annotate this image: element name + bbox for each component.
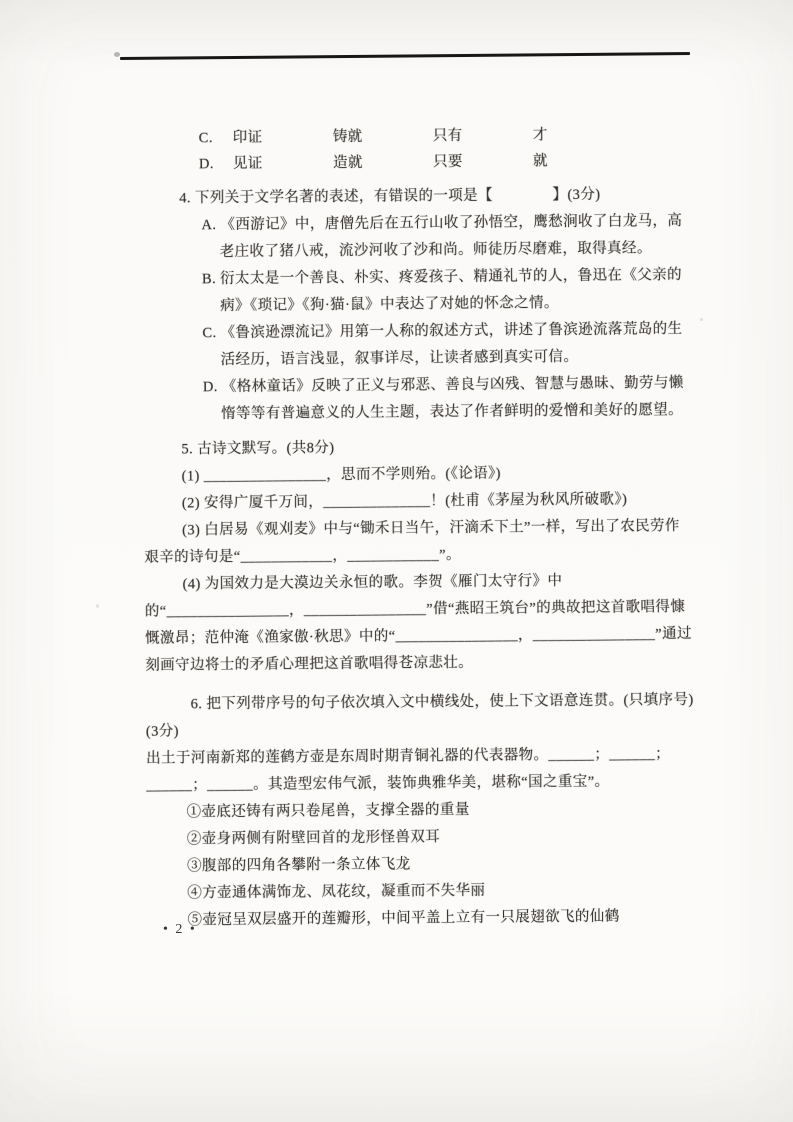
option-label: A. bbox=[201, 217, 217, 234]
choice-word: 才 bbox=[532, 127, 548, 144]
question5-item-3: (3) 白居易《观刈麦》中与“锄禾日当午，汗滴禾下土”一样，写出了农民劳作艰辛的诗句是“____________，____________”。 bbox=[144, 518, 680, 566]
option-label: D. bbox=[202, 379, 218, 396]
question6-sentence-3: ③腹部的四角各攀附一条立体飞龙 bbox=[186, 856, 411, 875]
question5-item-1: (1) ________________，思而不学则殆。(《论语》) bbox=[181, 465, 502, 485]
choice-word: 只有 bbox=[432, 128, 463, 145]
question6-intro: 出土于河南新郑的莲鹤方壶是东周时期青铜礼器的代表器物。______；______；______；______。其造型宏伟气派，装饰典雅华美，堪称“国之重宝”。 bbox=[146, 746, 671, 794]
question4-option-c bbox=[202, 316, 690, 374]
page-number: • 2 • bbox=[163, 922, 197, 937]
question4-option-a bbox=[201, 208, 689, 266]
question6-sentence-4: ④方壶通体满饰龙、凤花纹，凝重而不失华丽 bbox=[187, 882, 486, 902]
scan-speck bbox=[96, 604, 99, 608]
option-label: C. bbox=[202, 325, 217, 342]
choice-row-d bbox=[199, 147, 689, 177]
choice-word: 就 bbox=[532, 153, 549, 170]
choice-word: 见证 bbox=[232, 155, 263, 173]
option-text: 衍太太是一个善良、朴实、疼爱孩子、精通礼节的人，鲁迅在《父亲的病》《琐记》《狗·猫·鼠》中表达了对她的怀念之情。 bbox=[220, 267, 683, 315]
question5-stem: 5. 古诗文默写。(共8分) bbox=[181, 440, 335, 458]
option-label: B. bbox=[201, 271, 217, 288]
question6-sentence-1: ①壶底还铸有两只卷尾兽，支撑全器的重量 bbox=[186, 801, 470, 821]
question4-option-d bbox=[202, 370, 691, 428]
page-body bbox=[120, 52, 698, 935]
choice-word: 铸就 bbox=[332, 128, 363, 146]
option-text: 《格林童话》反映了正义与邪恶、善良与凶残、智慧与愚昧、勤劳与懒惰等等有普遍意义的人生主题，表达了作者鲜明的爱憎和美好的愿望。 bbox=[221, 375, 684, 423]
choice-word: 只要 bbox=[432, 154, 463, 171]
question6-sentence-5: ⑤壶冠呈双层盛开的莲瓣形，中间平盖上立有一只展翅欲飞的仙鹤 bbox=[187, 908, 620, 929]
question4-option-b bbox=[201, 262, 690, 320]
option-text: 《西游记》中，唐僧先后在五行山收了孙悟空，鹰愁涧收了白龙马，高老庄收了猪八戒，流沙河收了沙和尚。师徒历尽磨难，取得真经。 bbox=[219, 213, 683, 261]
question5-item-4: (4) 为国效力是大漠边关永恒的歌。李贺《雁门太守行》中的“________________，________________”借“燕昭王筑台”的典故把这首歌唱得慷慨激昂；范仲淹《渔家傲·秋思》中的“________________，________________”通过刻画守边将士的矛盾心理把这首歌唱得苍凉悲壮。 bbox=[144, 573, 692, 674]
option-text: 《鲁滨逊漂流记》用第一人称的叙述方式，讲述了鲁滨逊流落荒岛的生活经历，语言浅显，叙事详尽，让读者感到真实可信。 bbox=[220, 321, 683, 369]
question6-sentence-2: ②壶身两侧有附壁回首的龙形怪兽双耳 bbox=[186, 829, 441, 848]
exam-content bbox=[120, 55, 698, 935]
question3-choice-rows bbox=[199, 121, 689, 177]
choice-label: C. bbox=[198, 130, 213, 147]
choice-label: D. bbox=[198, 156, 214, 173]
scan-speck bbox=[700, 318, 703, 321]
question6-stem: 6. 把下列带序号的句子依次填入文中横线处，使上下文语意连贯。(只填序号)(3分) bbox=[145, 692, 694, 740]
question4-stem: 4. 下列关于文学名著的表述，有错误的一项是【 】(3分) bbox=[179, 186, 601, 207]
choice-word: 印证 bbox=[232, 129, 263, 147]
choice-word: 造就 bbox=[332, 154, 363, 172]
question5-item-2: (2) 安得广厦千万间，______________！(杜甫《茅屋为秋风所破歌》) bbox=[181, 491, 628, 512]
